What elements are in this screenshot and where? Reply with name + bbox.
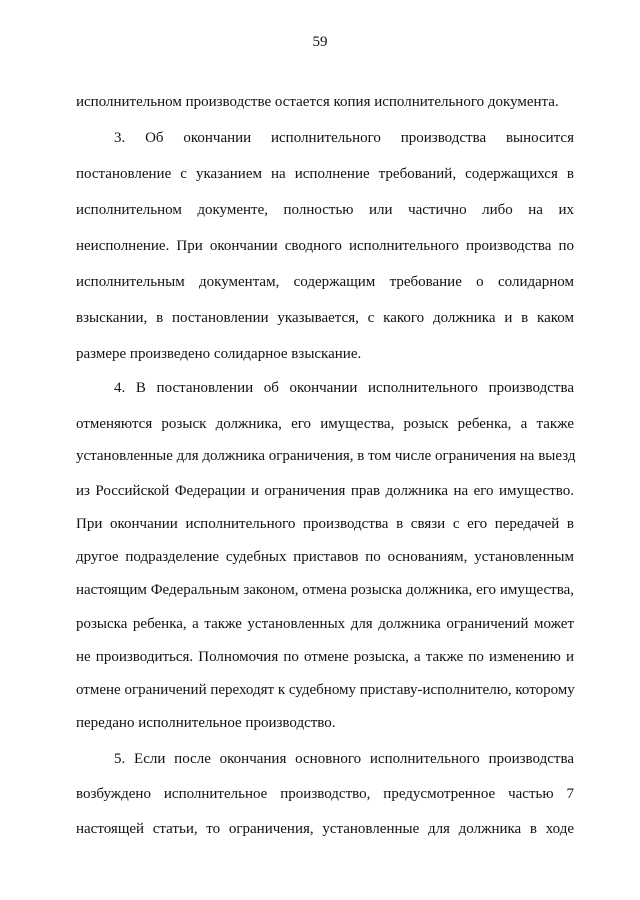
text-line: 5. Если после окончания основного исполнительного производства [114,751,574,767]
text-line: 3. Об окончании исполнительного производства выносится [114,130,574,146]
text-line: отменяются розыск должника, его имущества, розыск ребенка, а также [76,416,574,432]
page-number: 59 [312,34,328,50]
text-line: исполнительном документе, полностью или частично либо на их [76,202,574,218]
text-line: постановление с указанием на исполнение требований, содержащихся в [76,166,574,182]
text-line: другое подразделение судебных приставов по основаниям, установленным [76,549,574,565]
text-line: взыскании, в постановлении указывается, с какого должника и в каком [76,310,574,326]
text-line: отмене ограничений переходят к судебному приставу-исполнителю, которому [76,682,575,698]
text-line: 4. В постановлении об окончании исполнительного производства [114,380,574,396]
text-line: передано исполнительное производство. [76,715,336,731]
text-line: исполнительном производстве остается копия исполнительного документа. [76,94,559,110]
text-line: исполнительным документам, содержащим требование о солидарном [76,274,574,290]
text-line: не производиться. Полномочия по отмене розыска, а также по изменению и [76,649,574,665]
text-line: возбуждено исполнительное производство, предусмотренное частью 7 [76,786,574,802]
text-line: неисполнение. При окончании сводного исполнительного производства по [76,238,574,254]
text-line: При окончании исполнительного производства в связи с его передачей в [76,516,574,532]
text-line: розыска ребенка, а также установленных для должника ограничений может [76,616,574,632]
text-line: установленные для должника ограничения, в том числе ограничения на выезд [76,448,576,464]
text-line: настоящей статьи, то ограничения, установленные для должника в ходе [76,821,574,837]
text-line: настоящим Федеральным законом, отмена розыска должника, его имущества, [76,582,574,598]
text-line: размере произведено солидарное взыскание. [76,346,362,362]
text-line: из Российской Федерации и ограничения прав должника на его имущество. [76,483,574,499]
